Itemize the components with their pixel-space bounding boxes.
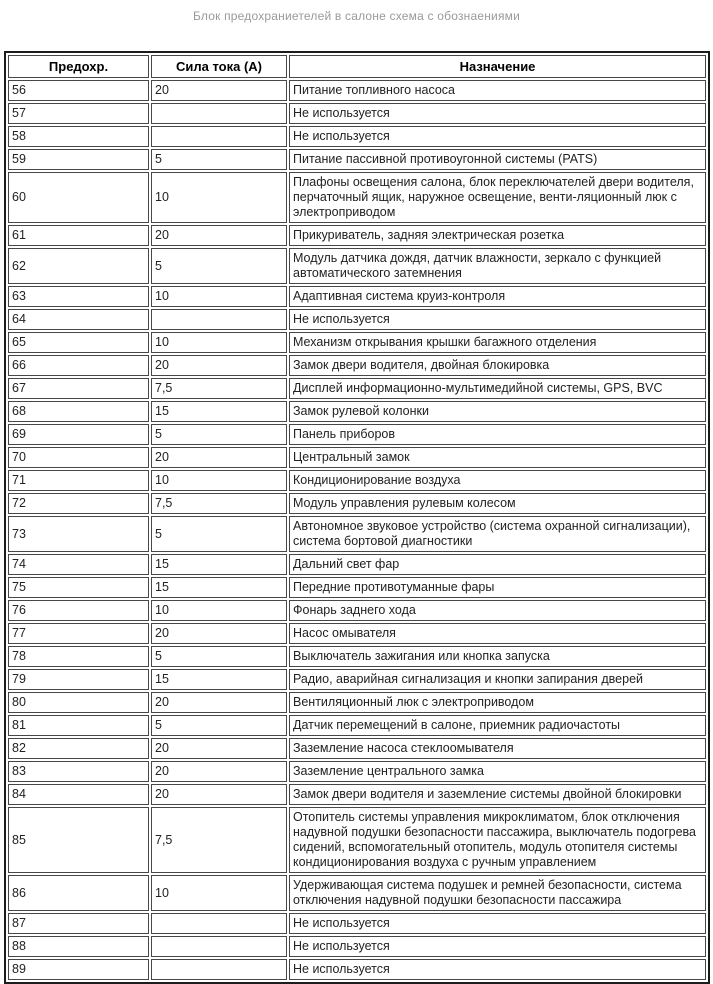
fuse-number-cell: 70 (8, 447, 149, 468)
fuse-number-cell: 72 (8, 493, 149, 514)
table-row (8, 600, 706, 621)
fuse-number-cell: 87 (8, 913, 149, 934)
fuse-number-cell: 62 (8, 248, 149, 284)
amperage-cell: 7,5 (151, 493, 287, 514)
purpose-cell: Насос омывателя (289, 623, 706, 644)
table-row (8, 646, 706, 667)
fuse-number-cell: 84 (8, 784, 149, 805)
amperage-cell (151, 126, 287, 147)
header-row (8, 55, 706, 78)
fuse-number-cell: 85 (8, 807, 149, 873)
purpose-cell: Дальний свет фар (289, 554, 706, 575)
purpose-cell: Прикуриватель, задняя электрическая розетка (289, 225, 706, 246)
purpose-cell: Не используется (289, 126, 706, 147)
table-row (8, 807, 706, 873)
fuse-number-cell: 76 (8, 600, 149, 621)
amperage-cell: 20 (151, 784, 287, 805)
fuse-number-cell: 64 (8, 309, 149, 330)
amperage-cell: 10 (151, 172, 287, 223)
column-header-purpose: Назначение (289, 55, 706, 78)
purpose-cell: Радио, аварийная сигнализация и кнопки запирания дверей (289, 669, 706, 690)
table-row (8, 378, 706, 399)
fuse-number-cell: 86 (8, 875, 149, 911)
table-row (8, 875, 706, 911)
purpose-cell: Автономное звуковое устройство (система охранной сигнализации), система бортовой диагностики (289, 516, 706, 552)
amperage-cell (151, 913, 287, 934)
purpose-cell: Фонарь заднего хода (289, 600, 706, 621)
table-row (8, 172, 706, 223)
fuse-number-cell: 79 (8, 669, 149, 690)
purpose-cell: Заземление центрального замка (289, 761, 706, 782)
table-row (8, 959, 706, 980)
amperage-cell: 15 (151, 554, 287, 575)
purpose-cell: Передние противотуманные фары (289, 577, 706, 598)
amperage-cell: 20 (151, 623, 287, 644)
amperage-cell: 10 (151, 332, 287, 353)
table-row (8, 577, 706, 598)
purpose-cell: Вентиляционный люк с электроприводом (289, 692, 706, 713)
table-row (8, 309, 706, 330)
table-row (8, 286, 706, 307)
amperage-cell: 5 (151, 646, 287, 667)
fuse-number-cell: 61 (8, 225, 149, 246)
fuse-number-cell: 89 (8, 959, 149, 980)
table-row (8, 738, 706, 759)
fuse-number-cell: 77 (8, 623, 149, 644)
table-row (8, 248, 706, 284)
amperage-cell: 5 (151, 424, 287, 445)
fuse-number-cell: 75 (8, 577, 149, 598)
fuse-number-cell: 66 (8, 355, 149, 376)
table-row (8, 401, 706, 422)
table-body (8, 80, 706, 980)
purpose-cell: Кондиционирование воздуха (289, 470, 706, 491)
column-header-fuse: Предохр. (8, 55, 149, 78)
table-row (8, 126, 706, 147)
amperage-cell: 20 (151, 225, 287, 246)
table-row (8, 715, 706, 736)
fuse-number-cell: 57 (8, 103, 149, 124)
table-row (8, 669, 706, 690)
fuse-number-cell: 63 (8, 286, 149, 307)
purpose-cell: Удерживающая система подушек и ремней безопасности, система отключения надувной подушки безопасности пассажира (289, 875, 706, 911)
purpose-cell: Не используется (289, 913, 706, 934)
fuse-number-cell: 73 (8, 516, 149, 552)
purpose-cell: Питание топливного насоса (289, 80, 706, 101)
amperage-cell: 5 (151, 149, 287, 170)
table-row (8, 424, 706, 445)
table-row (8, 516, 706, 552)
table-row (8, 623, 706, 644)
amperage-cell: 20 (151, 80, 287, 101)
fuse-number-cell: 80 (8, 692, 149, 713)
purpose-cell: Модуль датчика дождя, датчик влажности, зеркало с функцией автоматического затемнения (289, 248, 706, 284)
amperage-cell: 20 (151, 692, 287, 713)
purpose-cell: Не используется (289, 103, 706, 124)
purpose-cell: Замок двери водителя и заземление системы двойной блокировки (289, 784, 706, 805)
amperage-cell (151, 936, 287, 957)
purpose-cell: Не используется (289, 309, 706, 330)
amperage-cell: 5 (151, 248, 287, 284)
table-row (8, 784, 706, 805)
table-row (8, 80, 706, 101)
amperage-cell: 10 (151, 470, 287, 491)
amperage-cell: 10 (151, 600, 287, 621)
table-row (8, 149, 706, 170)
amperage-cell (151, 309, 287, 330)
fuse-number-cell: 78 (8, 646, 149, 667)
amperage-cell (151, 103, 287, 124)
fuse-number-cell: 68 (8, 401, 149, 422)
amperage-cell: 20 (151, 355, 287, 376)
table-row (8, 761, 706, 782)
fuse-number-cell: 83 (8, 761, 149, 782)
table-row (8, 913, 706, 934)
purpose-cell: Адаптивная система круиз-контроля (289, 286, 706, 307)
fuse-number-cell: 59 (8, 149, 149, 170)
table-row (8, 554, 706, 575)
amperage-cell: 10 (151, 286, 287, 307)
table-row (8, 103, 706, 124)
table-row (8, 470, 706, 491)
fuse-number-cell: 81 (8, 715, 149, 736)
purpose-cell: Замок двери водителя, двойная блокировка (289, 355, 706, 376)
purpose-cell: Питание пассивной противоугонной системы (PATS) (289, 149, 706, 170)
purpose-cell: Замок рулевой колонки (289, 401, 706, 422)
table-row (8, 332, 706, 353)
column-header-amperage: Сила тока (А) (151, 55, 287, 78)
fuse-table (4, 51, 710, 984)
table-row (8, 447, 706, 468)
purpose-cell: Центральный замок (289, 447, 706, 468)
amperage-cell: 5 (151, 516, 287, 552)
fuse-number-cell: 58 (8, 126, 149, 147)
amperage-cell: 5 (151, 715, 287, 736)
fuse-number-cell: 71 (8, 470, 149, 491)
table-row (8, 692, 706, 713)
amperage-cell: 7,5 (151, 378, 287, 399)
table-row (8, 936, 706, 957)
purpose-cell: Панель приборов (289, 424, 706, 445)
purpose-cell: Дисплей информационно-мультимедийной системы, GPS, BVC (289, 378, 706, 399)
table-row (8, 355, 706, 376)
amperage-cell: 20 (151, 761, 287, 782)
fuse-number-cell: 74 (8, 554, 149, 575)
purpose-cell: Модуль управления рулевым колесом (289, 493, 706, 514)
amperage-cell: 15 (151, 577, 287, 598)
amperage-cell: 15 (151, 669, 287, 690)
purpose-cell: Выключатель зажигания или кнопка запуска (289, 646, 706, 667)
fuse-number-cell: 69 (8, 424, 149, 445)
fuse-number-cell: 82 (8, 738, 149, 759)
purpose-cell: Не используется (289, 936, 706, 957)
fuse-number-cell: 88 (8, 936, 149, 957)
fuse-number-cell: 65 (8, 332, 149, 353)
amperage-cell: 10 (151, 875, 287, 911)
amperage-cell: 20 (151, 447, 287, 468)
amperage-cell: 7,5 (151, 807, 287, 873)
purpose-cell: Механизм открывания крышки багажного отделения (289, 332, 706, 353)
amperage-cell (151, 959, 287, 980)
table-row (8, 225, 706, 246)
purpose-cell: Датчик перемещений в салоне, приемник радиочастоты (289, 715, 706, 736)
fuse-number-cell: 60 (8, 172, 149, 223)
purpose-cell: Не используется (289, 959, 706, 980)
fuse-number-cell: 67 (8, 378, 149, 399)
amperage-cell: 20 (151, 738, 287, 759)
page-title: Блок предохраниетелей в салоне схема с обознаениями (192, 9, 521, 23)
table-row (8, 493, 706, 514)
table-header (8, 55, 706, 78)
amperage-cell: 15 (151, 401, 287, 422)
purpose-cell: Отопитель системы управления микроклиматом, блок отключения надувной подушки безопасности пассажира, выключатель подогрева сидений, вспомогательный отопитель, модуль отопителя системы кондиционирования воздуха с ручным управлением (289, 807, 706, 873)
fuse-number-cell: 56 (8, 80, 149, 101)
purpose-cell: Плафоны освещения салона, блок переключателей двери водителя, перчаточный ящик, наружное освещение, венти-ляционный люк с электроприводом (289, 172, 706, 223)
purpose-cell: Заземление насоса стеклоомывателя (289, 738, 706, 759)
